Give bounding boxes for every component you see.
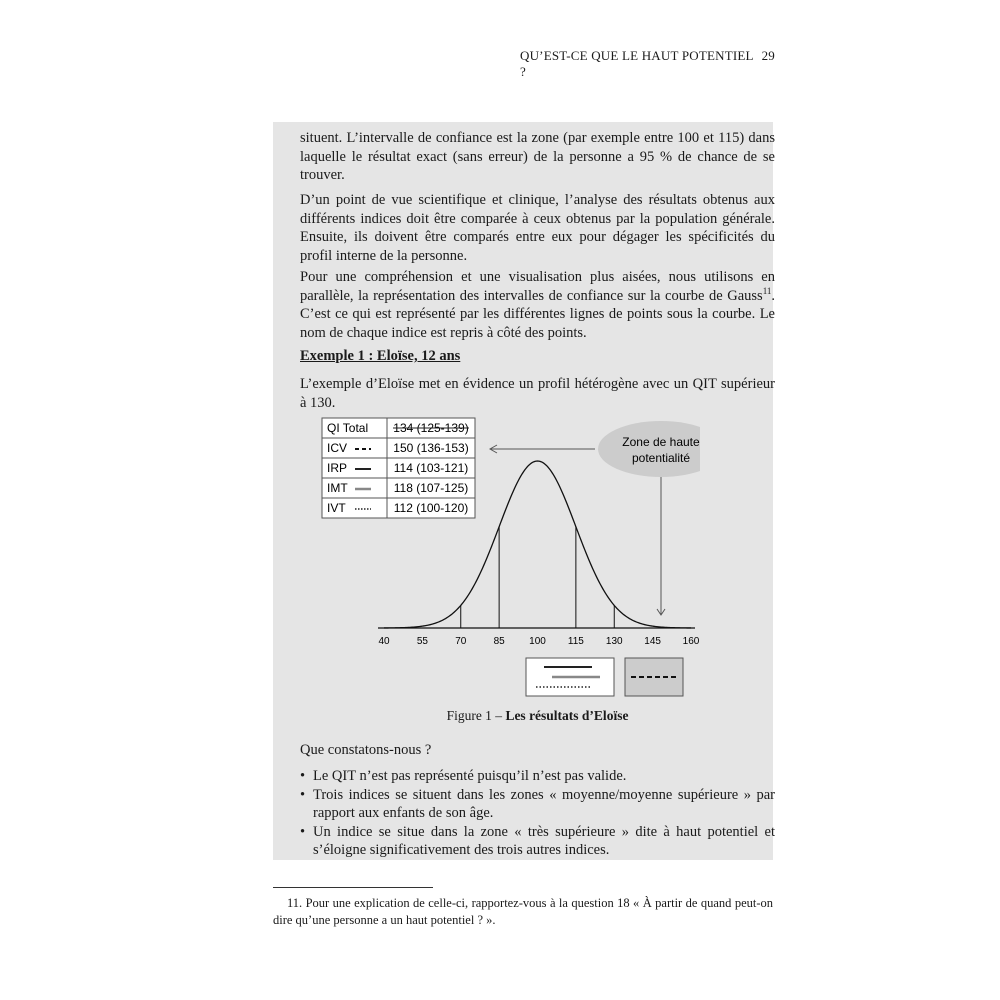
page-number: 29: [761, 48, 775, 63]
paragraph-3-part-2: . C’est ce qui est représenté par les différentes lignes de points sous la courbe. Le nom de chaque indice est repris à côté des points.: [300, 287, 775, 341]
callout-bubble: [598, 421, 700, 477]
figure-caption: [300, 708, 775, 724]
table-label: IVT: [327, 501, 346, 515]
x-tick-label: 145: [644, 636, 661, 647]
callout: [490, 421, 700, 615]
footnote: [273, 895, 773, 929]
example-heading: Exemple 1 : Eloïse, 12 ans: [300, 348, 461, 364]
legend-box-1: [526, 658, 614, 696]
x-tick-label: 40: [378, 636, 390, 647]
bullet-item-1: • Le QIT n’est pas représenté puisqu’il n’est pas valide.: [300, 767, 775, 786]
running-head-title: QU’EST-CE QUE LE HAUT POTENTIEL ?: [520, 48, 754, 79]
paragraph-3-part-1: Pour une compréhension et une visualisation plus aisées, nous utilisons en parallèle, la représentation des intervalles de confiance sur la courbe de Gauss: [300, 269, 775, 304]
table-label: ICV: [327, 441, 348, 455]
paragraph-2: D’un point de vue scientifique et clinique, l’analyse des résultats obtenus aux différents indices doit être comparée à ceux obtenus par la population générale. Ensuite, ils doivent être comparés entre eux pour dégager les spécificités du profil interne de la personne.: [300, 192, 775, 264]
indices-table: [322, 418, 475, 518]
running-head: [520, 48, 775, 80]
figure-gauss-curve: [300, 412, 700, 704]
table-value: 114 (103-121): [393, 461, 469, 475]
x-tick-label: 160: [682, 636, 700, 647]
x-tick-label: 70: [455, 636, 467, 647]
callout-line-1: Zone de haute: [622, 435, 700, 449]
bullet-item-2: • Trois indices se situent dans les zones « moyenne/moyenne supérieure » par rapport aux enfants de son âge.: [300, 786, 775, 823]
table-value: 150 (136-153): [393, 441, 469, 455]
caption-title: Les résultats d’Eloïse: [505, 708, 629, 723]
x-tick-label: 100: [529, 636, 546, 647]
bullet-list: [300, 767, 775, 860]
callout-line-2: potentialité: [631, 451, 691, 465]
footnote-number: 11.: [287, 896, 303, 910]
paragraph-1: situent. L’intervalle de confiance est la zone (par exemple entre 100 et 115) dans laquelle le résultat exact (sans erreur) de la personne a 95 % de chance de se trouver.: [300, 130, 775, 183]
x-tick-label: 55: [416, 636, 428, 647]
table-label: IRP: [327, 461, 348, 475]
x-tick-label: 85: [493, 636, 505, 647]
question: Que constatons-nous ?: [300, 742, 432, 758]
bullet-item-3: • Un indice se situe dans la zone « très supérieure » dite à haut potentiel et s’éloigne significativement des trois autres indices.: [300, 823, 775, 860]
legend-box-2: [625, 658, 683, 696]
table-value: 134 (125-139): [393, 421, 469, 435]
table-label: QI Total: [327, 421, 369, 435]
x-tick-label: 115: [567, 636, 584, 647]
footnote-reference[interactable]: 11: [762, 285, 772, 296]
x-axis-ticks: [378, 636, 699, 647]
caption-prefix: Figure 1 –: [446, 708, 506, 723]
footnote-text: Pour une explication de celle-ci, rapportez-vous à la question 18 « À partir de quand peut-on dire qu’une personne a un haut potentiel ? ».: [273, 896, 774, 927]
table-value: 112 (100-120): [393, 501, 469, 515]
footnote-rule: [273, 887, 433, 888]
x-tick-label: 130: [605, 636, 623, 647]
example-text: L’exemple d’Eloïse met en évidence un profil hétérogène avec un QIT supérieur à 130.: [300, 376, 775, 411]
table-value: 118 (107-125): [393, 481, 469, 495]
paragraph-3: [300, 268, 775, 342]
table-label: IMT: [327, 481, 348, 495]
